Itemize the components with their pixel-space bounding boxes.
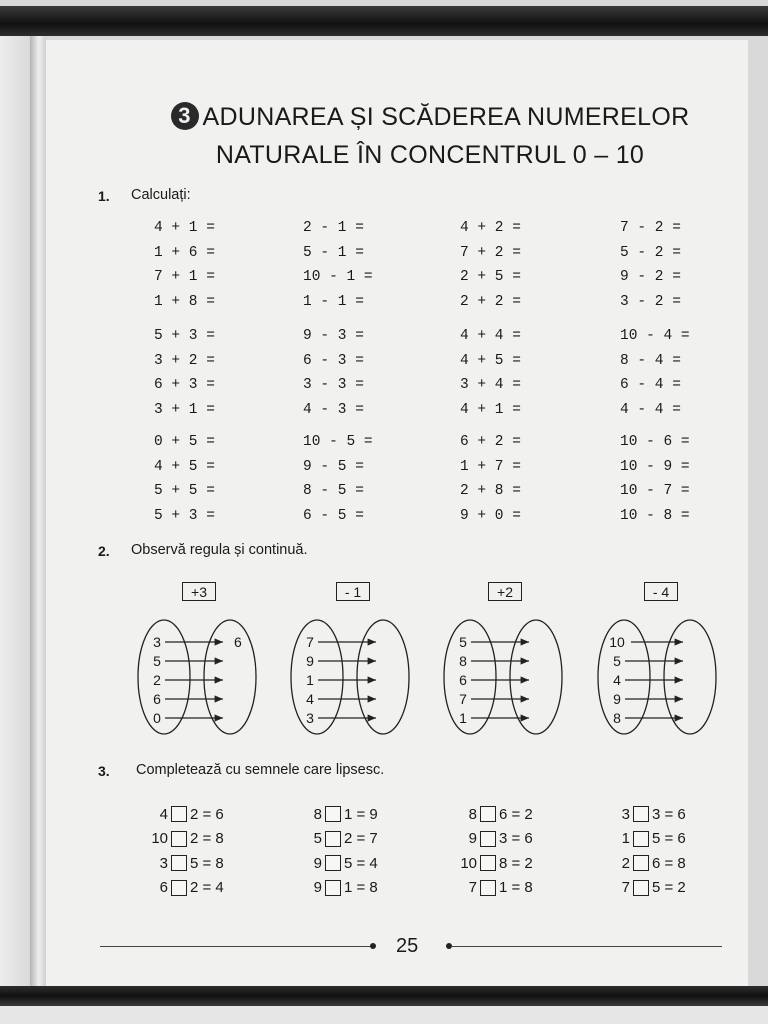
operand-a: 8	[313, 805, 322, 823]
equation[interactable]: 9 - 5 =	[303, 458, 364, 475]
equation[interactable]: 10 - 5 =	[303, 434, 373, 450]
book-spine	[30, 36, 46, 988]
equation-rest: 8 = 2	[499, 854, 533, 872]
operand-a: 3	[159, 854, 168, 872]
sign-answer-box[interactable]	[480, 855, 496, 871]
footer-rule-left	[100, 946, 372, 947]
equation[interactable]: 3 - 2 =	[620, 293, 681, 310]
equation-rest: 2 = 7	[344, 830, 378, 847]
title-text-1: ADUNAREA ȘI SCĂDEREA NUMERELOR	[202, 103, 690, 131]
operand-a: 6	[159, 879, 168, 896]
footer-rule-right	[452, 946, 722, 947]
sign-answer-box[interactable]	[171, 880, 187, 896]
equation[interactable]: 3 + 1 =	[154, 401, 215, 418]
map-input-value: 3	[153, 634, 161, 650]
map-input-value: 0	[153, 710, 161, 726]
operand-a: 4	[159, 805, 168, 823]
map-input-value: 10	[609, 634, 625, 650]
mapping-diagram	[137, 618, 263, 740]
equation[interactable]: 9 + 0 =	[460, 507, 521, 524]
sign-equation	[136, 878, 224, 898]
equation[interactable]: 6 + 2 =	[460, 434, 521, 450]
sign-equation	[136, 804, 224, 824]
equation[interactable]: 1 + 6 =	[154, 244, 215, 261]
page-margin	[0, 30, 30, 994]
map-input-value: 6	[459, 672, 467, 688]
equation-rest: 2 = 6	[190, 805, 224, 823]
exercise-1-instruction: Calculați:	[131, 187, 191, 203]
equation[interactable]: 7 + 1 =	[154, 269, 215, 285]
set-oval-left	[138, 620, 190, 734]
equation[interactable]: 4 + 5 =	[154, 458, 215, 475]
mapping-diagram	[443, 618, 569, 740]
equation-rest: 1 = 8	[499, 879, 533, 896]
sign-equation	[445, 878, 533, 898]
sign-answer-box[interactable]	[480, 831, 496, 847]
set-oval-right	[510, 620, 562, 734]
map-input-value: 6	[153, 691, 161, 707]
sign-answer-box[interactable]	[325, 880, 341, 896]
sign-equation	[598, 853, 686, 873]
lesson-title	[150, 98, 710, 174]
equation-rest: 6 = 8	[652, 854, 686, 872]
equation[interactable]: 2 + 8 =	[460, 483, 521, 499]
sign-answer-box[interactable]	[325, 806, 341, 822]
equation[interactable]: 1 + 8 =	[154, 293, 215, 310]
map-input-value: 4	[613, 672, 621, 688]
equation[interactable]: 8 - 5 =	[303, 483, 364, 499]
scan-top-border	[0, 6, 768, 36]
mapping-diagram	[290, 618, 416, 740]
exercise-3-number: 3.	[98, 763, 110, 779]
operand-a: 3	[621, 805, 630, 823]
sign-answer-box[interactable]	[171, 855, 187, 871]
equation[interactable]: 7 + 2 =	[460, 244, 521, 261]
sign-equation	[598, 878, 686, 898]
equation[interactable]: 6 - 4 =	[620, 377, 681, 393]
equation[interactable]: 5 + 5 =	[154, 483, 215, 499]
sign-answer-box[interactable]	[480, 880, 496, 896]
sign-equation	[290, 829, 378, 849]
scan-bottom-border	[0, 986, 768, 1006]
map-input-value: 9	[306, 653, 314, 669]
operand-a: 7	[468, 879, 477, 896]
map-input-value: 7	[306, 634, 314, 650]
map-output-value: 6	[234, 634, 242, 650]
sign-equation	[290, 804, 378, 824]
sign-answer-box[interactable]	[171, 806, 187, 822]
equation[interactable]: 2 + 2 =	[460, 293, 521, 310]
operand-a: 9	[313, 879, 322, 896]
page-number: 25	[396, 935, 419, 957]
map-input-value: 9	[613, 691, 621, 707]
exercise-2-instruction: Observă regula și continuă.	[131, 542, 308, 558]
map-input-value: 8	[613, 710, 621, 726]
equation[interactable]: 5 + 3 =	[154, 507, 215, 524]
equation-rest: 1 = 9	[344, 805, 378, 823]
equation[interactable]: 5 - 2 =	[620, 244, 681, 261]
operand-a: 9	[468, 830, 477, 847]
sign-answer-box[interactable]	[633, 831, 649, 847]
sign-equation	[290, 853, 378, 873]
map-input-value: 1	[459, 710, 467, 726]
equation-rest: 1 = 8	[344, 879, 378, 896]
sign-equation	[445, 829, 533, 849]
map-input-value: 3	[306, 710, 314, 726]
equation[interactable]: 4 + 1 =	[154, 220, 215, 236]
equation[interactable]: 9 - 3 =	[303, 328, 364, 344]
map-input-value: 7	[459, 691, 467, 707]
equation[interactable]: 2 - 1 =	[303, 220, 364, 236]
set-oval-left	[444, 620, 496, 734]
sign-equation	[598, 804, 686, 824]
equation[interactable]: 10 - 1 =	[303, 269, 373, 285]
equation[interactable]: 0 + 5 =	[154, 434, 215, 450]
rule-box: - 4	[644, 582, 678, 601]
set-oval-right	[664, 620, 716, 734]
operand-a: 8	[468, 805, 477, 823]
sign-answer-box[interactable]	[633, 880, 649, 896]
operand-a: 1	[621, 830, 630, 847]
equation[interactable]: 6 - 3 =	[303, 352, 364, 369]
equation-rest: 5 = 6	[652, 830, 686, 847]
equation[interactable]: 10 - 8 =	[620, 507, 690, 524]
sign-equation	[445, 804, 533, 824]
equation[interactable]: 5 - 1 =	[303, 244, 364, 261]
equation[interactable]: 6 + 3 =	[154, 377, 215, 393]
equation-rest: 5 = 2	[652, 879, 686, 896]
equation[interactable]: 4 + 2 =	[460, 220, 521, 236]
exercise-1-number: 1.	[98, 188, 110, 204]
equation[interactable]: 1 - 1 =	[303, 293, 364, 310]
sign-answer-box[interactable]	[633, 806, 649, 822]
equation-rest: 3 = 6	[652, 805, 686, 823]
equation-rest: 2 = 4	[190, 879, 224, 896]
equation[interactable]: 10 - 9 =	[620, 458, 690, 475]
operand-a: 10	[151, 830, 168, 847]
equation[interactable]: 10 - 6 =	[620, 434, 690, 450]
map-input-value: 5	[459, 634, 467, 650]
equation[interactable]: 8 - 4 =	[620, 352, 681, 369]
sign-equation	[598, 829, 686, 849]
set-oval-right	[204, 620, 256, 734]
map-input-value: 1	[306, 672, 314, 688]
title-line-2: NATURALE ÎN CONCENTRUL 0 – 10	[215, 141, 645, 169]
set-oval-left	[291, 620, 343, 734]
sign-equation	[136, 853, 224, 873]
rule-box: +3	[182, 582, 216, 601]
operand-a: 7	[621, 879, 630, 896]
exercise-2-number: 2.	[98, 543, 110, 559]
equation[interactable]: 7 - 2 =	[620, 220, 681, 236]
equation[interactable]: 1 + 7 =	[460, 458, 521, 475]
rule-box: +2	[488, 582, 522, 601]
operand-a: 2	[621, 854, 630, 872]
map-input-value: 2	[153, 672, 161, 688]
equation[interactable]: 3 - 3 =	[303, 377, 364, 393]
equation[interactable]: 10 - 4 =	[620, 328, 690, 344]
title-line-1	[150, 98, 710, 136]
map-input-value: 5	[613, 653, 621, 669]
equation[interactable]: 5 + 3 =	[154, 328, 215, 344]
set-oval-right	[357, 620, 409, 734]
equation-rest: 2 = 8	[190, 830, 224, 847]
equation[interactable]: 6 - 5 =	[303, 507, 364, 524]
equation-rest: 6 = 2	[499, 805, 533, 823]
operand-a: 9	[313, 854, 322, 872]
equation[interactable]: 4 + 1 =	[460, 401, 521, 418]
equation[interactable]: 2 + 5 =	[460, 269, 521, 285]
lesson-number-badge: 3	[171, 102, 199, 130]
equation[interactable]: 3 + 2 =	[154, 352, 215, 369]
sign-answer-box[interactable]	[325, 831, 341, 847]
equation[interactable]: 4 + 5 =	[460, 352, 521, 369]
equation[interactable]: 4 - 4 =	[620, 401, 681, 418]
operand-a: 5	[313, 830, 322, 847]
equation[interactable]: 9 - 2 =	[620, 269, 681, 285]
equation[interactable]: 4 + 4 =	[460, 328, 521, 344]
sign-equation	[290, 878, 378, 898]
scan-bottom-strip	[0, 1006, 768, 1024]
operand-a: 10	[460, 854, 477, 872]
footer-dot-left	[370, 943, 376, 949]
equation[interactable]: 4 - 3 =	[303, 401, 364, 418]
sign-answer-box[interactable]	[171, 831, 187, 847]
equation-rest: 5 = 4	[344, 854, 378, 872]
map-input-value: 5	[153, 653, 161, 669]
sign-equation	[136, 829, 224, 849]
equation-rest: 5 = 8	[190, 854, 224, 872]
equation-rest: 3 = 6	[499, 830, 533, 847]
mapping-diagram	[597, 618, 723, 740]
equation[interactable]: 10 - 7 =	[620, 483, 690, 499]
equation[interactable]: 3 + 4 =	[460, 377, 521, 393]
exercise-3-instruction: Completează cu semnele care lipsesc.	[136, 762, 385, 778]
sign-answer-box[interactable]	[325, 855, 341, 871]
sign-answer-box[interactable]	[480, 806, 496, 822]
sign-answer-box[interactable]	[633, 855, 649, 871]
sign-equation	[445, 853, 533, 873]
rule-box: - 1	[336, 582, 370, 601]
map-input-value: 4	[306, 691, 314, 707]
map-input-value: 8	[459, 653, 467, 669]
